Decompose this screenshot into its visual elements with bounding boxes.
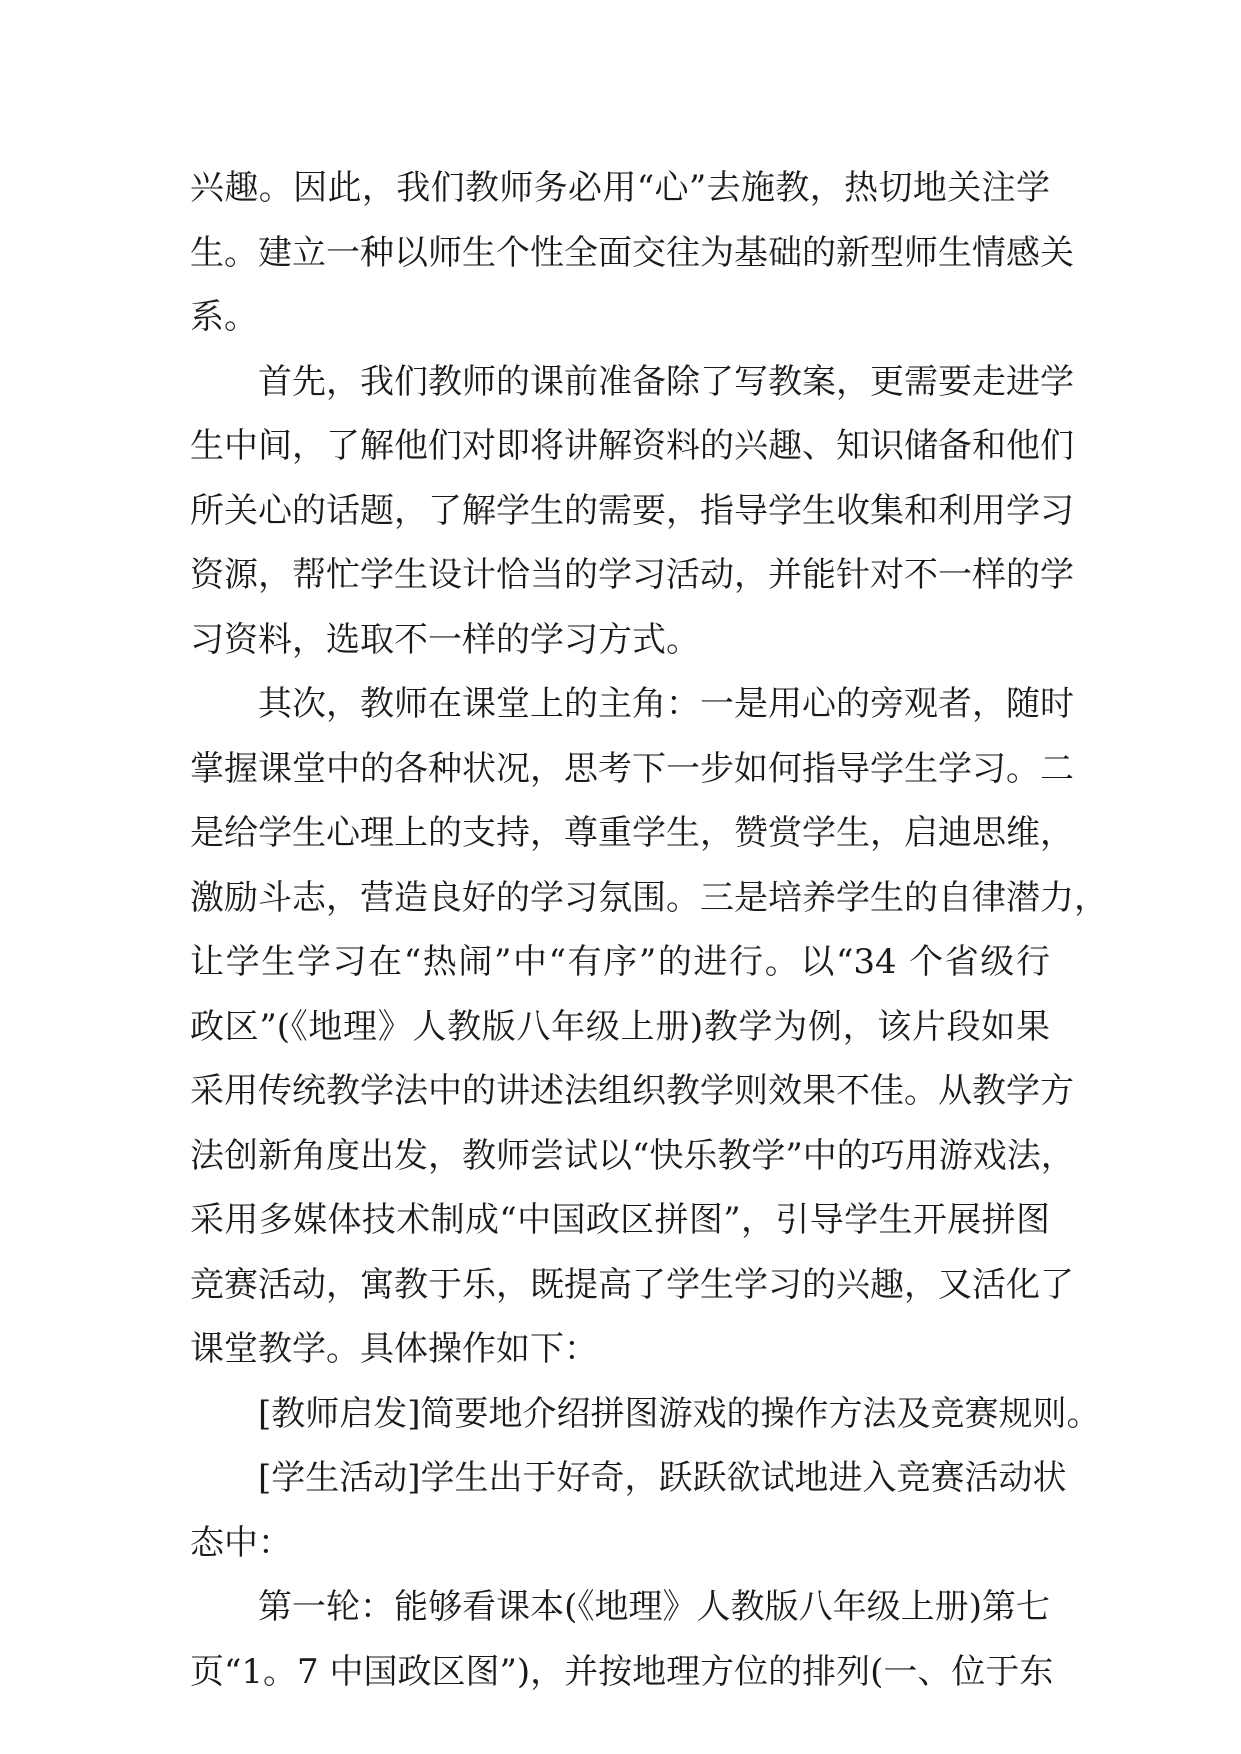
text-line: 课堂教学。具体操作如下： bbox=[190, 1329, 598, 1369]
paragraph-start-line: 首先，我们教师的课前准备除了写教案，更需要走进学 bbox=[258, 361, 1074, 402]
text-line: 生中间，了解他们对即将讲解资料的兴趣、知识储备和他们 bbox=[190, 426, 1074, 466]
text-line: 采用传统教学法中的讲述法组织教学则效果不佳。从教学方 bbox=[190, 1071, 1074, 1111]
text-line: 系。 bbox=[190, 297, 258, 337]
paragraph-start-line: [教师启发]简要地介绍拼图游戏的操作方法及竞赛规则。 bbox=[258, 1393, 1101, 1434]
text-line: 竞赛活动，寓教于乐，既提高了学生学习的兴趣，又活化了 bbox=[190, 1264, 1074, 1305]
body-text bbox=[190, 156, 1108, 1704]
text-line: 采用多媒体技术制成“中国政区拼图”，引导学生开展拼图 bbox=[190, 1200, 1050, 1240]
text-line: 兴趣。因此，我们教师务必用“心”去施教，热切地关注学 bbox=[190, 168, 1050, 208]
text-line: 激励斗志，营造良好的学习氛围。三是培养学生的自律潜力， bbox=[190, 877, 1108, 918]
paragraph-start-line: 第一轮：能够看课本(《地理》人教版八年级上册)第七 bbox=[258, 1587, 1050, 1627]
text-line: 是给学生心理上的支持，尊重学生，赞赏学生，启迪思维， bbox=[190, 813, 1074, 853]
text-line: 所关心的话题，了解学生的需要，指导学生收集和利用学习 bbox=[190, 490, 1074, 531]
paragraph-start-line: [学生活动]学生出于好奇，跃跃欲试地进入竞赛活动状 bbox=[258, 1458, 1067, 1498]
text-line: 政区”(《地理》人教版八年级上册)教学为例，该片段如果 bbox=[190, 1006, 1050, 1047]
text-line: 掌握课堂中的各种状况，思考下一步如何指导学生学习。二 bbox=[190, 748, 1074, 789]
text-line: 页“1。7 中国政区图”)，并按地理方位的排列(一、位于东 bbox=[190, 1651, 1054, 1692]
text-line: 态中： bbox=[190, 1522, 292, 1563]
paragraph-start-line: 其次，教师在课堂上的主角：一是用心的旁观者，随时 bbox=[258, 684, 1074, 724]
text-line: 让学生学习在“热闹”中“有序”的进行。以“34 个省级行 bbox=[190, 942, 1050, 982]
text-line: 法创新角度出发，教师尝试以“快乐教学”中的巧用游戏法， bbox=[190, 1135, 1075, 1176]
text-line: 生。建立一种以师生个性全面交往为基础的新型师生情感关 bbox=[190, 232, 1074, 273]
text-line: 习资料，选取不一样的学习方式。 bbox=[190, 619, 700, 660]
text-line: 资源，帮忙学生设计恰当的学习活动，并能针对不一样的学 bbox=[190, 555, 1074, 595]
